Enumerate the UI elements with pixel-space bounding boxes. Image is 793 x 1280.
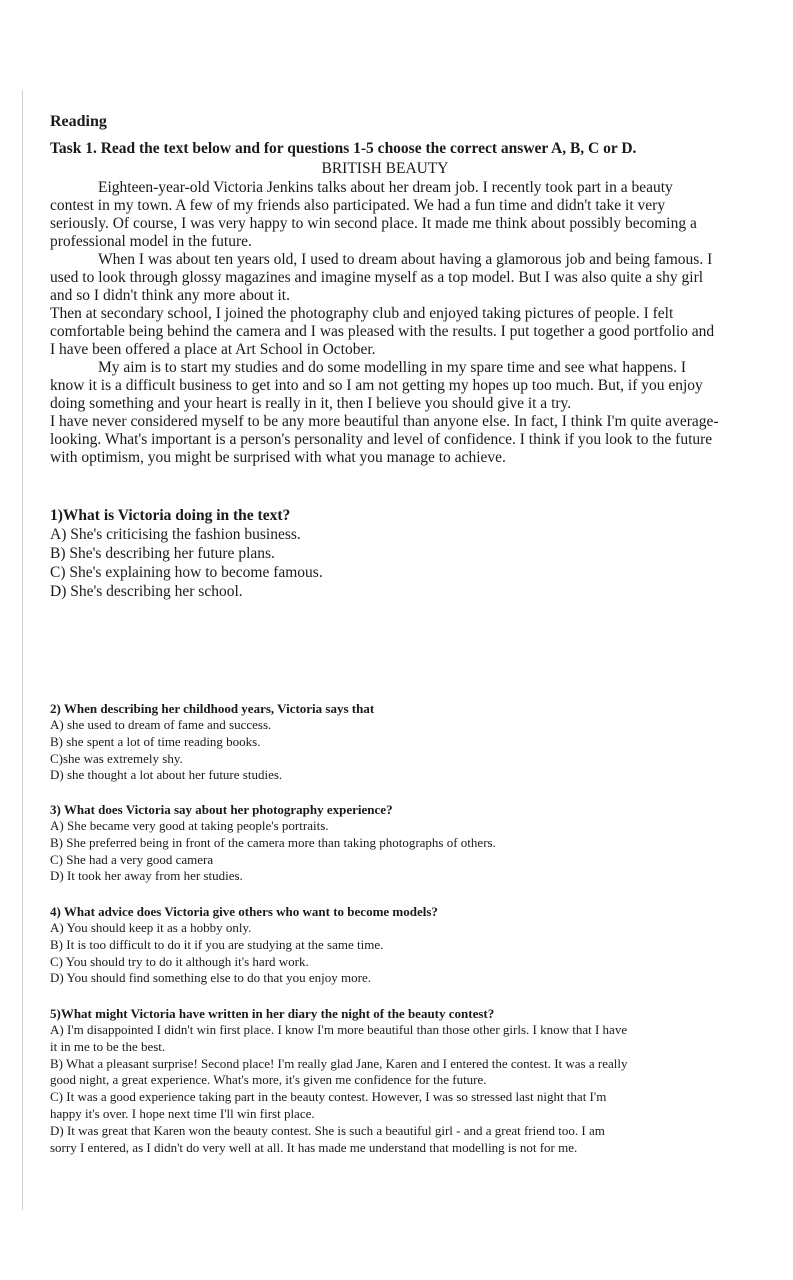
answer-option: B) What a pleasant surprise! Second place! I'm really glad Jane, Karen and I entered the contest. It was a really good night, a great experience. What's more, it's given me confidence for the future. xyxy=(50,1055,628,1088)
task-instruction: Task 1. Read the text below and for questions 1-5 choose the correct answer A, B, C or D. xyxy=(50,140,637,157)
answer-option: D) she thought a lot about her future studies. xyxy=(50,767,283,783)
answer-option: A) she used to dream of fame and success. xyxy=(50,717,272,732)
answer-option: B) She's describing her future plans. xyxy=(50,545,275,562)
text-paragraph: When I was about ten years old, I used to dream about having a glamorous job and being famous. I used to look through glossy magazines and imagine myself as a top model. But I was also quite a shy girl and so I didn't think any more about it. xyxy=(50,251,713,304)
text-paragraph: I have never considered myself to be any more beautiful than anyone else. In fact, I think I'm quite average-looking. What's important is a person's personality and level of confidence. I think if you look to the future with optimism, you might be surprised with what you manage to achieve. xyxy=(50,413,719,466)
question-text: 4) What advice does Victoria give others who want to become models? xyxy=(50,904,438,919)
question-text: 5)What might Victoria have written in her diary the night of the beauty contest? xyxy=(50,1006,495,1021)
answer-option: D) You should find something else to do that you enjoy more. xyxy=(50,970,372,986)
question-text: 2) When describing her childhood years, Victoria says that xyxy=(50,701,375,716)
answer-option: C) She had a very good camera xyxy=(50,851,214,867)
answer-option: C) It was a good experience taking part in the beauty contest. However, I was so stressed last night that I'm happy it's over. I hope next time I'll win first place. xyxy=(50,1089,607,1121)
answer-option: D) She's describing her school. xyxy=(50,583,243,600)
answer-option: B) She preferred being in front of the camera more than taking photographs of others. xyxy=(50,834,496,850)
answer-option: D) It took her away from her studies. xyxy=(50,868,243,884)
question-5 xyxy=(50,1005,630,1156)
answer-option: D) It was great that Karen won the beauty contest. She is such a beautiful girl - and a great friend too. I am sorry I entered, as I didn't do very well at all. It has made me understand that modelling is not for me. xyxy=(50,1122,605,1155)
answer-option: A) You should keep it as a hobby only. xyxy=(50,920,252,935)
text-paragraph: Then at secondary school, I joined the photography club and enjoyed taking pictures of people. I felt comfortable being behind the camera and I was pleased with the results. I put together a good portfolio and I have been offered a place at Art School in October. xyxy=(50,305,715,358)
answer-option: A) I'm disappointed I didn't win first place. I know I'm more beautiful than those other girls. I know that I have it in me to be the best. xyxy=(50,1022,628,1054)
answer-option: B) It is too difficult to do it if you are studying at the same time. xyxy=(50,936,384,952)
text-title: BRITISH BEAUTY xyxy=(321,160,449,177)
worksheet-page xyxy=(50,112,720,601)
text-paragraph: Eighteen-year-old Victoria Jenkins talks about her dream job. I recently took part in a beauty contest in my town. A few of my friends also participated. We had a fun time and didn't take it very seriously. Of course, I was very happy to win second place. It made me think about possibly becoming a professional model in the future. xyxy=(50,179,697,250)
question-text: 3) What does Victoria say about her photography experience? xyxy=(50,802,393,817)
question-1 xyxy=(50,506,720,601)
answer-option: C) She's explaining how to become famous. xyxy=(50,564,323,581)
answer-option: B) she spent a lot of time reading books. xyxy=(50,733,261,749)
page-margin-line xyxy=(22,90,23,1210)
question-4 xyxy=(50,903,630,987)
text-paragraph: My aim is to start my studies and do some modelling in my spare time and see what happens. I know it is a difficult business to get into and so I am not getting my hopes up too much. But, if you enjoy doing something and your heart is really in it, then I believe you should give it a try. xyxy=(50,359,703,412)
section-heading: Reading xyxy=(50,113,107,130)
question-2 xyxy=(50,700,630,784)
answer-option: A) She's criticising the fashion business. xyxy=(50,526,301,543)
answer-option: C) You should try to do it although it's hard work. xyxy=(50,953,309,969)
answer-option: A) She became very good at taking people's portraits. xyxy=(50,818,329,833)
question-3 xyxy=(50,801,630,885)
answer-option: C)she was extremely shy. xyxy=(50,750,183,766)
question-text: 1)What is Victoria doing in the text? xyxy=(50,507,291,524)
